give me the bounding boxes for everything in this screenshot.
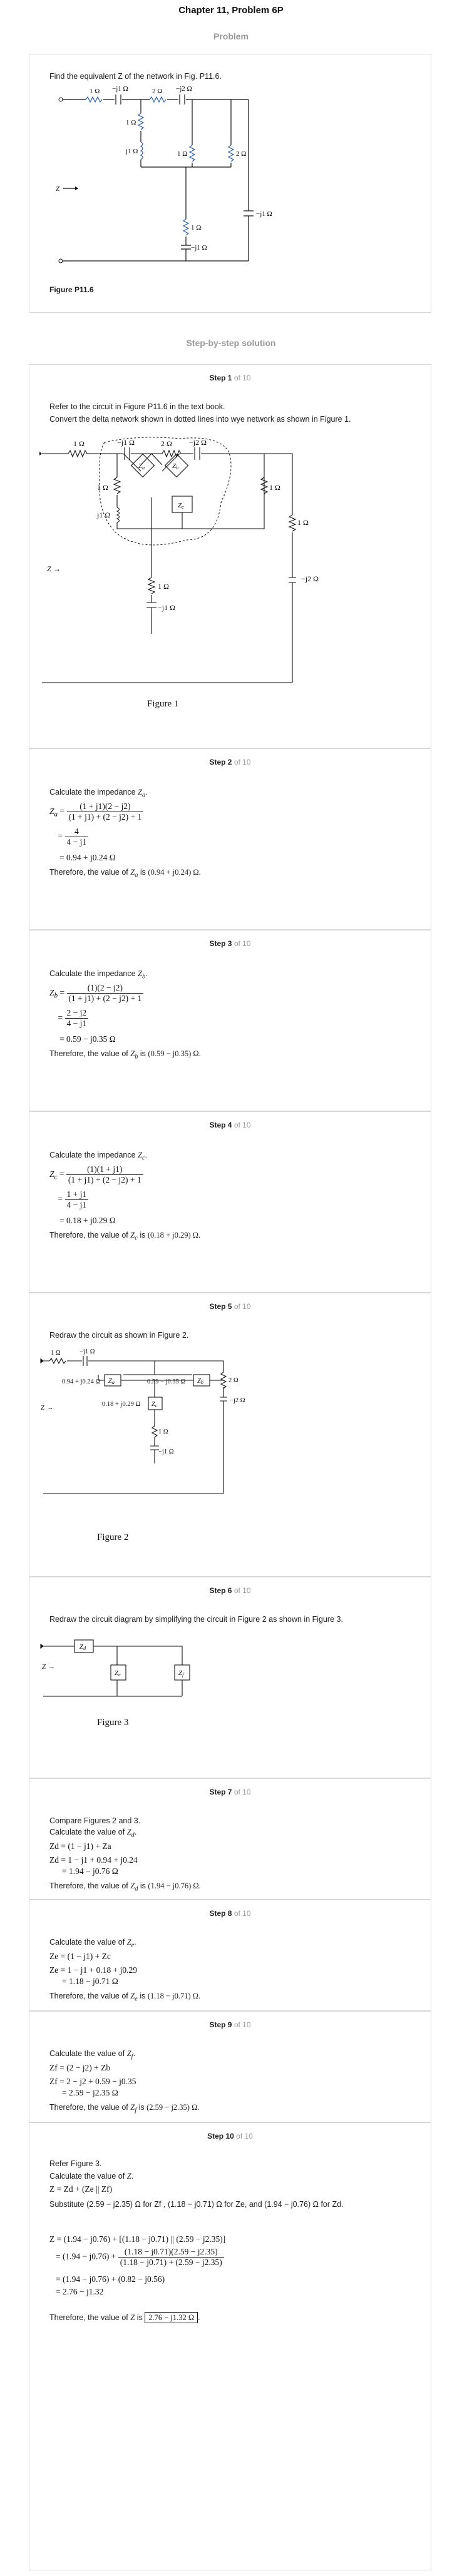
svg-text:Zf: Zf [178, 1669, 184, 1677]
svg-text:Za: Za [138, 462, 145, 471]
svg-text:2 Ω: 2 Ω [228, 1377, 239, 1384]
svg-text:→: → [48, 1663, 55, 1671]
label-1ohm: 1 Ω [90, 88, 100, 95]
svg-text:−j1 Ω: −j1 Ω [117, 438, 135, 447]
svg-text:−j2 Ω: −j2 Ω [301, 574, 319, 583]
svg-text:1 Ω: 1 Ω [97, 483, 108, 492]
svg-text:1 Ω: 1 Ω [191, 224, 202, 232]
step-text: Calculate the impedance $Z_a$. [49, 788, 148, 799]
equation-result: = 2.76 − j1.32 [56, 2287, 104, 2296]
svg-text:Za: Za [108, 1378, 115, 1385]
svg-text:1 Ω: 1 Ω [297, 518, 309, 527]
svg-text:Zb: Zb [197, 1378, 203, 1385]
svg-text:Zc: Zc [178, 502, 184, 510]
circuit-figure-2 [29, 1293, 432, 1577]
svg-text:−j1 Ω: −j1 Ω [256, 210, 272, 218]
step-text: Convert the delta network shown in dotted lines into wye network as shown in Figure 1. [49, 415, 351, 424]
svg-text:Zd: Zd [80, 1643, 86, 1651]
svg-text:−j1 Ω: −j1 Ω [112, 85, 128, 93]
figure-caption-3: Figure 3 [97, 1718, 129, 1728]
svg-text:1 Ω: 1 Ω [51, 1350, 61, 1357]
figure-caption-p11-6: Figure P11.6 [49, 285, 94, 294]
conclusion: Therefore, the value of Z is 2.76 − j1.32 Ω . [49, 2313, 200, 2322]
svg-text:→: → [47, 1405, 54, 1412]
svg-text:1 Ω: 1 Ω [177, 150, 188, 158]
conclusion: Therefore, the value of $Z_c$ is (0.18 + j0.29) Ω. [49, 1231, 201, 1242]
figure-caption-2: Figure 2 [97, 1532, 129, 1542]
step-text: Calculate the value of $Z_e$. [49, 1938, 136, 1949]
equation: $Z_b$ = $\frac{(1)(2 - j2)}{(1 + j1) + (2 - j2) + 1}$ [49, 983, 143, 1004]
step-text: Calculate the value of $Z_f$. [49, 2049, 136, 2060]
figure-caption-1: Figure 1 [147, 699, 179, 709]
equation: = $\frac{1 + j1}{4 - j1}$ [49, 1189, 88, 1210]
step-5-card [29, 1293, 431, 1577]
equation: $Z_c$ = $\frac{(1)(1 + j1)}{(1 + j1) + (2 - j2) + 1}$ [49, 1164, 143, 1185]
equation-result: = 0.94 + j0.24 Ω [59, 853, 116, 862]
equation: Ze = 1 − j1 + 0.18 + j0.29 [49, 1965, 137, 1975]
conclusion: Therefore, the value of $Z_d$ is (1.94 − j0.76) Ω. [49, 1881, 201, 1893]
step-header: Step 3 of 10 [209, 939, 251, 948]
svg-text:1 Ω: 1 Ω [158, 582, 169, 591]
final-answer: 2.76 − j1.32 Ω [145, 2312, 198, 2323]
equation-result: = 1.94 − j0.76 Ω [62, 1866, 118, 1876]
equation: = $\frac{4}{4 - j1}$ [49, 827, 88, 847]
step-2-card [29, 748, 431, 930]
step-header: Step 7 of 10 [209, 1788, 251, 1796]
equation: = $\frac{2 - j2}{4 - j1}$ [49, 1008, 88, 1029]
svg-text:Z: Z [56, 185, 60, 193]
circuit-figure-3 [29, 1577, 432, 1779]
svg-text:2 Ω: 2 Ω [152, 88, 163, 95]
step-1-card [29, 364, 431, 748]
step-header: Step 4 of 10 [209, 1121, 251, 1129]
step-header: Step 5 of 10 [209, 1302, 251, 1311]
conclusion: Therefore, the value of $Z_b$ is (0.59 − j0.35) Ω. [49, 1049, 201, 1061]
step-header: Step 2 of 10 [209, 758, 251, 766]
conclusion: Therefore, the value of $Z_e$ is (1.18 − j0.71) Ω. [49, 1992, 201, 2003]
step-text: Calculate the value of Z. [49, 2172, 134, 2181]
solution-heading: Step-by-step solution [186, 338, 276, 348]
svg-text:0.59 − j0.35 Ω: 0.59 − j0.35 Ω [147, 1378, 186, 1385]
svg-text:−j1 Ω: −j1 Ω [80, 1348, 95, 1355]
svg-text:Zc: Zc [151, 1401, 158, 1408]
svg-text:−j2 Ω: −j2 Ω [176, 85, 192, 93]
equation: $Z_a$ = $\frac{(1 + j1)(2 - j2)}{(1 + j1) + (2 - j2) + 1}$ [49, 802, 143, 822]
step-8-card [29, 1900, 431, 2011]
equation: Zd = 1 − j1 + 0.94 + j0.24 [49, 1855, 138, 1865]
svg-text:j1 Ω: j1 Ω [126, 148, 138, 155]
svg-text:Zb: Zb [172, 462, 179, 471]
problem-card [29, 54, 431, 313]
equation: = (1.94 − j0.76) + (0.82 − j0.56) [56, 2274, 165, 2284]
step-7-card [29, 1778, 431, 1900]
page-title: Chapter 11, Problem 6P [178, 5, 284, 16]
svg-text:→: → [53, 564, 61, 573]
svg-text:2 Ω: 2 Ω [236, 150, 247, 158]
step-header: Step 8 of 10 [209, 1909, 251, 1918]
svg-text:0.94 + j0.24 Ω: 0.94 + j0.24 Ω [62, 1378, 101, 1385]
svg-text:−j1 Ω: −j1 Ω [158, 603, 176, 612]
svg-text:−j1 Ω: −j1 Ω [158, 1448, 174, 1455]
equation-result: = 0.18 + j0.29 Ω [59, 1216, 116, 1225]
step-text: Refer to the circuit in Figure P11.6 in the text book. [49, 402, 225, 411]
equation: Zd = (1 − j1) + Za [49, 1841, 111, 1851]
svg-text:2 Ω: 2 Ω [161, 439, 172, 448]
svg-text:1 Ω: 1 Ω [126, 119, 136, 126]
equation-result: = 1.18 − j0.71 Ω [62, 1977, 118, 1986]
step-text: Calculate the value of $Z_d$. [49, 1828, 137, 1839]
svg-text:0.18 + j0.29 Ω: 0.18 + j0.29 Ω [102, 1401, 141, 1408]
step-header: Step 10 of 10 [207, 2132, 253, 2141]
equation: Zf = (2 − j2) + Zb [49, 2063, 111, 2072]
circuit-figure-1 [29, 365, 432, 749]
equation-result: = 0.59 − j0.35 Ω [59, 1034, 116, 1044]
equation: = (1.94 − j0.76) + $\frac{(1.18 - j0.71)(2.59 - j2.35)}{(1.18 - j0.71) + (2.59 - j2.35)}$ [56, 2247, 224, 2268]
equation: Ze = (1 − j1) + Zc [49, 1952, 111, 1961]
step-text: Calculate the impedance $Z_b$. [49, 969, 148, 980]
step-10-card [29, 2122, 431, 2570]
step-text: Redraw the circuit diagram by simplifying the circuit in Figure 2 as shown in Figure 3. [49, 1615, 343, 1624]
svg-text:Z: Z [47, 564, 51, 573]
step-3-card [29, 930, 431, 1111]
equation: Z = Zd + (Ze || Zf) [49, 2184, 113, 2194]
equation: Z = (1.94 − j0.76) + [(1.18 − j0.71) || (2.59 − j2.35)] [49, 2234, 226, 2244]
svg-text:j1 Ω: j1 Ω [97, 511, 111, 519]
svg-text:1 Ω: 1 Ω [269, 483, 280, 492]
step-header: Step 1 of 10 [209, 374, 251, 382]
svg-text:Z: Z [42, 1663, 46, 1671]
svg-text:−j1 Ω: −j1 Ω [191, 244, 207, 252]
step-6-card [29, 1577, 431, 1778]
step-text: Compare Figures 2 and 3. [49, 1816, 141, 1825]
circuit-p11-6 [29, 54, 432, 313]
step-text: Calculate the impedance $Z_c$. [49, 1151, 148, 1162]
step-9-card [29, 2011, 431, 2122]
svg-text:−j2 Ω: −j2 Ω [230, 1397, 245, 1404]
svg-text:Ze: Ze [115, 1669, 121, 1677]
equation: Zf = 2 − j2 + 0.59 − j0.35 [49, 2077, 136, 2086]
conclusion: Therefore, the value of $Z_f$ is (2.59 − j2.35) Ω. [49, 2103, 200, 2114]
equation-result: = 2.59 − j2.35 Ω [62, 2088, 118, 2097]
step-text: Substitute (2.59 − j2.35) Ω for Zf , (1.18 − j0.71) Ω for Ze, and (1.94 − j0.76) Ω for Zd. [49, 2200, 344, 2209]
step-text: Refer Figure 3. [49, 2159, 102, 2168]
problem-heading: Problem [213, 31, 249, 41]
step-header: Step 9 of 10 [209, 2020, 251, 2029]
svg-text:−j2 Ω: −j2 Ω [189, 438, 207, 447]
svg-text:1 Ω: 1 Ω [73, 439, 85, 448]
conclusion: Therefore, the value of $Z_a$ is (0.94 + j0.24) Ω. [49, 868, 201, 879]
problem-text: Find the equivalent Z of the network in Fig. P11.6. [49, 72, 222, 81]
step-header: Step 6 of 10 [209, 1586, 251, 1595]
step-text: Redraw the circuit as shown in Figure 2. [49, 1331, 189, 1340]
step-4-card [29, 1111, 431, 1293]
svg-text:1 Ω: 1 Ω [158, 1428, 168, 1435]
svg-text:Z: Z [41, 1405, 44, 1412]
